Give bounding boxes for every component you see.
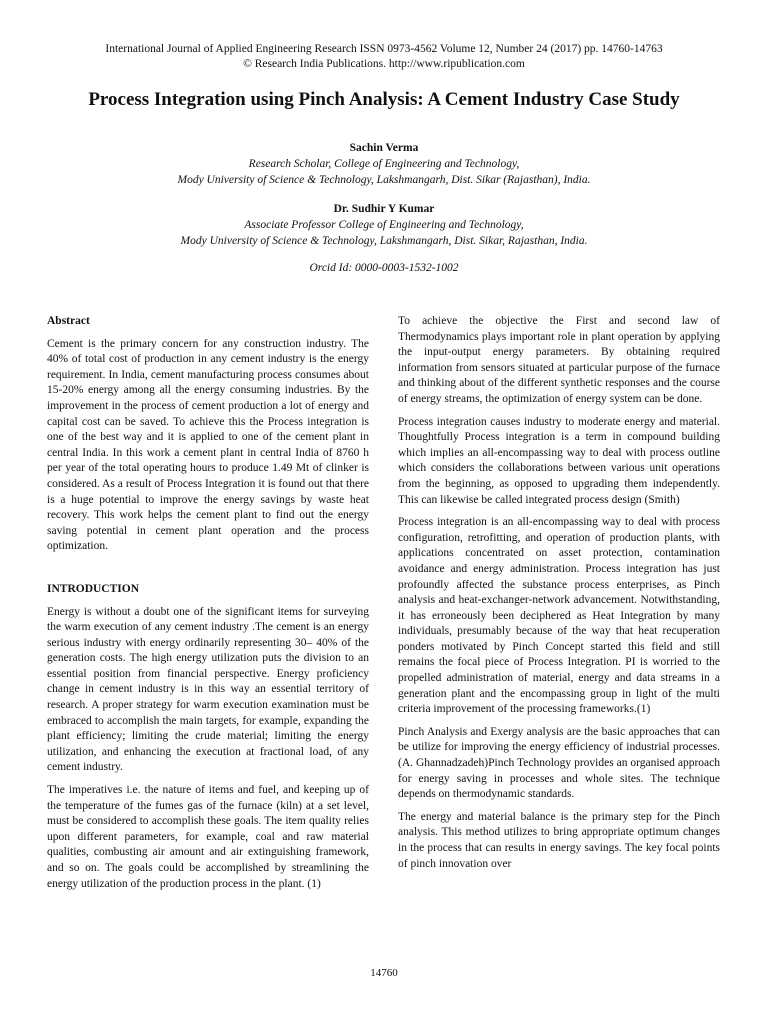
page-number: 14760 bbox=[370, 967, 398, 979]
body-paragraph: The energy and material balance is the primary step for the Pinch analysis. This method utilizes to bring appropriate optimum changes in the process that can results in energy savings. The key focal points of pinch innovation over bbox=[398, 810, 720, 870]
body-paragraph: Pinch Analysis and Exergy analysis are the basic approaches that can be utilize for improving the energy efficiency of industrial processes. (A. Ghannadzadeh)Pinch Technology provides an organised approach for energy saving in processes and whole sites. The technique depends on thermodynamic standards. bbox=[398, 725, 720, 801]
abstract-heading: Abstract bbox=[47, 315, 90, 327]
author-affiliation: Associate Professor College of Engineering and Technology, bbox=[244, 219, 524, 231]
abstract-text: Cement is the primary concern for any construction industry. The 40% of total cost of production in any cement industry is the energy requirement. In India, cement manufacturing process consumes about 15-20% energy among all the energy consuming industries. By the improvement in the process of cement production a lot of energy and capital cost can be saved. To achieve this the Process integration is one of the best way and it is applied to one of the cement plant in central India. In this work a cement plant in central India of 8760 h per year of the total operating hours to produce 1.49 Mt of clinker is considered. As a result of Process Integration it is found out that there is a huge potential to improve the energy savings by waste heat recovery. This work helps the cement plant to find out the energy saving potential in cement plant operation and the process optimization. bbox=[47, 337, 369, 553]
body-paragraph: Process integration causes industry to moderate energy and material. Thoughtfully Process integration is a term in compound building which implies an all-encompassing way to deal with process outline which considers the collaborations between various unit operations from the beginning, as opposed to upgrading them independently. This can likewise be called integrated process design (Smith) bbox=[398, 415, 720, 506]
author-block-1 bbox=[0, 140, 768, 188]
body-paragraph: To achieve the objective the First and second law of Thermodynamics plays important role in plant operation by applying the input-output energy parameters. By obtaining required information from sensors situated at particular purpose of the furnace and thinking about of the different synthetic responses and the course of energy streams, the optimization of energy system can be done. bbox=[398, 315, 720, 405]
intro-paragraph: The imperatives i.e. the nature of items and fuel, and keeping up of the temperature of the fumes gas of the furnace (kiln) at a set level, must be considered to accomplish these goals. The item quality relies upon different parameters, for example, coal and raw material qualities, combusting air amount and air extinguishing framework, and so on. The goals could be accomplished by streamlining the energy utilization of the production process in the plant. (1) bbox=[47, 784, 369, 890]
publisher-line: © Research India Publications. http://www.ripublication.com bbox=[243, 58, 525, 70]
author-affiliation: Research Scholar, College of Engineering and Technology, bbox=[248, 158, 520, 170]
paper-title: Process Integration using Pinch Analysis: A Cement Industry Case Study bbox=[88, 89, 680, 110]
orcid-id: Orcid Id: 0000-0003-1532-1002 bbox=[309, 262, 459, 274]
intro-paragraph: Energy is without a doubt one of the significant items for surveying the warm execution of any cement industry .The cement is an energy serious industry with energy ordinarily representing 30– 40% of the generation costs. The high energy utilization puts the division to an essential position from financial perspective. Energy proficiency change in cement industry is in this way an essential territory of research. A proper strategy for warm execution examination must be embraced to accomplish the main targets, for example, expanding the plant efficiency; limiting the crude material; limiting the energy utilization, and enhancing the execution at fractional load, of any cement industry. bbox=[47, 605, 369, 774]
author-name: Sachin Verma bbox=[349, 142, 419, 154]
author-affiliation: Mody University of Science & Technology, Lakshmangarh, Dist. Sikar (Rajasthan), India. bbox=[177, 174, 591, 186]
journal-citation: International Journal of Applied Engineering Research ISSN 0973-4562 Volume 12, Number 24 (2017) pp. 14760-14763 bbox=[105, 43, 663, 55]
author-block-2 bbox=[0, 201, 768, 249]
author-name: Dr. Sudhir Y Kumar bbox=[333, 203, 435, 215]
body-paragraph: Process integration is an all-encompassing way to deal with process configuration, retrofitting, and operation of production plants, with applications concentrated on asset protection, contamination avoidance and energy administration. Process integration has just profoundly affected the substance process enterprises, as Pinch analysis and heat-exchanger-network advancement. Notwithstanding, it has erroneously been deciphered as Heat Integration by many individuals, presumably because of the way that heat recuperation ponders motivated by Pinch Concept started this field and still remains the focal piece of Process Integration. PI is worried to the propelled administration of material, energy and data streams in a generation plant and the encompassing group in light of the multi criteria improvement of the processing frameworks.(1) bbox=[398, 516, 720, 716]
left-column bbox=[47, 314, 369, 899]
right-column bbox=[398, 314, 720, 879]
author-affiliation: Mody University of Science & Technology, Lakshmangarh, Dist. Sikar, Rajasthan, India. bbox=[180, 235, 588, 247]
journal-header bbox=[0, 42, 768, 72]
introduction-heading: INTRODUCTION bbox=[47, 582, 140, 595]
